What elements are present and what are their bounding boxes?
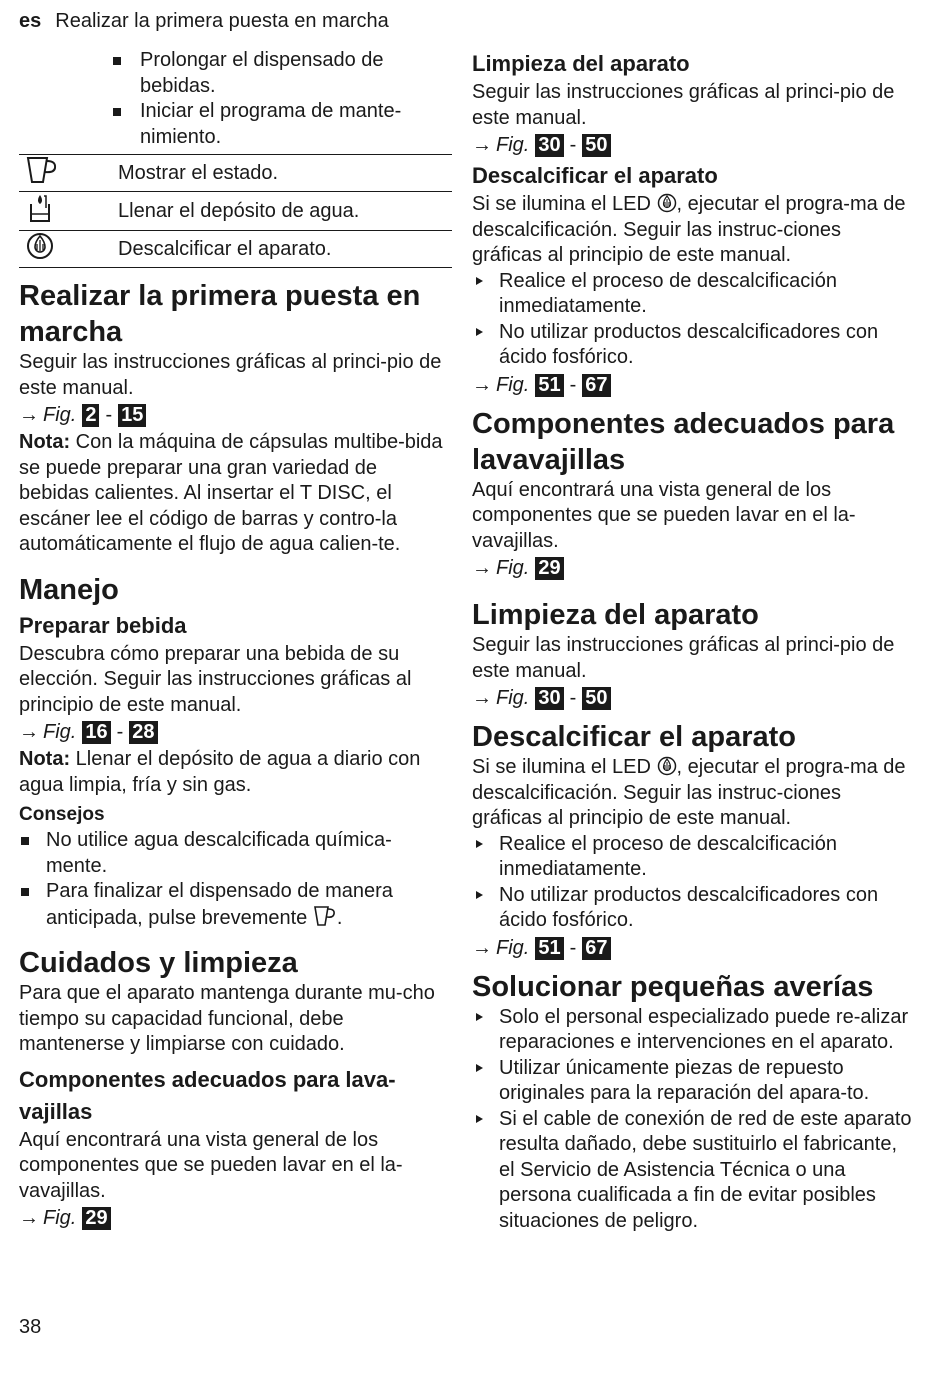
figure-reference [19,1204,452,1233]
list-item: Realice el proceso de descalcificación inmediatamente. [472,832,912,883]
symbol-table [19,154,452,268]
section-title: Descalcificar el aparato [472,721,797,753]
header-title: Realizar la primera puesta en marcha [55,10,389,32]
figure-reference [472,131,912,160]
paragraph: Aquí encontrará una vista general de los componentes que se pueden lavar en el la-vavajillas. [19,1128,403,1202]
figure-reference [19,718,452,747]
fig-label: Fig. [496,557,530,579]
note-label: Nota: [19,431,71,453]
left-column [19,48,452,1233]
arrow-icon: → [472,557,492,579]
instruction-list [472,269,912,371]
arrow-icon: → [472,687,492,709]
text-part: Si se ilumina el LED [472,756,651,778]
tips-title: Consejos [19,804,105,825]
note-text: Llenar el depósito de agua a diario con agua limpia, fría y sin gas. [19,748,421,796]
section-title: Manejo [19,573,119,606]
fig-number: 51 [535,937,563,960]
table-row [19,155,452,192]
list-item: No utilice agua descalcificada química-mente. [19,828,452,879]
table-row [19,192,452,231]
list-item: Prolongar el dispensado de bebidas. [113,48,452,99]
cup-icon [25,155,59,185]
list-item: Realice el proceso de descalcificación inmediatamente. [472,269,912,320]
fig-separator: - [569,373,577,396]
fig-number: 30 [535,687,563,710]
right-column [472,48,912,1234]
arrow-icon: → [19,721,39,743]
fig-label: Fig. [496,687,530,709]
figure-reference [472,684,912,713]
fig-number: 2 [82,404,99,427]
tips-list [19,828,452,931]
instruction-list [472,832,912,934]
fig-label: Fig. [496,936,530,959]
tip-end: . [336,906,343,929]
water-tank-icon [25,192,55,224]
text-part: Si se ilumina el LED [472,193,651,215]
table-row [19,231,452,268]
text-part: , ejecutar el progra-ma de descalcificación. Seguir las instruc-ciones gráficas al principio de este manual. [472,193,906,266]
figure-reference [19,401,452,430]
note-text: Con la máquina de cápsulas multibe-bida se puede preparar una gran variedad de bebidas calientes. Al insertar el T DISC, el escáner lee el código de barras y contro-la automáticamente el flujo de agua calien-te. [19,431,443,555]
descale-icon [25,231,55,261]
figure-reference [472,554,912,583]
fig-number: 30 [535,134,563,157]
subsection-title: Componentes adecuados para lava-vajillas [19,1066,396,1124]
arrow-icon: → [472,134,492,156]
text-part: , ejecutar el progra-ma de descalcificación. Seguir las instruc-ciones gráficas al principio de este manual. [472,756,906,829]
note-label: Nota: [19,748,71,770]
subsection-title: Descalcificar el aparato [472,163,718,188]
fig-separator: - [116,721,124,743]
paragraph: Seguir las instrucciones gráficas al princi-pio de este manual. [19,351,442,399]
fig-number: 29 [535,557,563,580]
fig-label: Fig. [43,721,77,743]
top-bullet-list [113,48,452,150]
fig-label: Fig. [496,134,530,156]
list-item: Si el cable de conexión de red de este aparato resulta dañado, debe sustituirlo el fabricante, el Servicio de Asistencia Técnica o una persona cualificada a fin de evitar posibles situaciones de peligro. [472,1107,912,1235]
section-title: Solucionar pequeñas averías [472,970,874,1003]
fig-number: 28 [129,721,157,744]
list-item: Iniciar el programa de mante-nimiento. [113,99,452,150]
list-item: No utilizar productos descalcificadores con ácido fosfórico. [472,883,912,934]
figure-reference [472,934,912,963]
arrow-icon: → [472,936,492,959]
fig-number: 67 [582,937,610,960]
arrow-icon: → [19,404,39,426]
tip-text: Para finalizar el dispensado de manera anticipada, pulse brevemente [46,880,393,929]
fig-number: 50 [582,134,610,157]
symbol-cell [19,192,118,231]
symbol-description: Llenar el depósito de agua. [118,192,452,231]
paragraph [472,755,912,832]
fig-separator: - [569,936,577,959]
subsection-title: Limpieza del aparato [472,51,690,76]
language-code: es [19,10,42,32]
section-title: Cuidados y limpieza [19,947,298,979]
arrow-icon: → [472,373,492,396]
fig-label: Fig. [43,1207,77,1229]
note-paragraph [19,430,452,558]
arrow-icon: → [19,1207,39,1229]
fig-number: 51 [535,374,563,397]
section-title: Componentes adecuados para lavavajillas [472,407,895,476]
paragraph: Seguir las instrucciones gráficas al princi-pio de este manual. [472,634,895,682]
figure-reference [472,371,912,400]
fig-number: 67 [582,374,610,397]
section-title: Realizar la primera puesta en marcha [19,280,421,348]
note-paragraph [19,747,452,798]
section-title: Limpieza del aparato [472,599,759,631]
fig-separator: - [569,134,577,156]
fig-label: Fig. [496,373,530,396]
paragraph: Aquí encontrará una vista general de los componentes que se pueden lavar en el la-vavajillas. [472,478,856,552]
list-item: Solo el personal especializado puede re-alizar reparaciones e intervenciones en el aparato. [472,1005,912,1056]
fig-label: Fig. [43,404,77,426]
paragraph: Descubra cómo preparar una bebida de su elección. Seguir las instrucciones gráficas al principio de este manual. [19,642,412,716]
paragraph: Seguir las instrucciones gráficas al princi-pio de este manual. [472,81,895,129]
cup-icon [313,905,337,927]
fig-number: 15 [118,404,146,427]
paragraph: Para que el aparato mantenga durante mu-cho tiempo su capacidad funcional, debe mantenerse y limpiarse con cuidado. [19,982,435,1055]
fig-number: 50 [582,687,610,710]
symbol-cell [19,231,118,268]
paragraph [472,192,912,269]
fig-separator: - [569,687,577,709]
page-header [19,8,389,34]
fig-number: 16 [82,721,110,744]
symbol-description: Mostrar el estado. [118,155,452,192]
list-item [19,879,452,931]
descale-icon [657,193,677,213]
subsection-title: Preparar bebida [19,612,187,638]
page-number: 38 [19,1316,42,1338]
symbol-cell [19,155,118,192]
symbol-description: Descalcificar el aparato. [118,231,452,268]
fig-number: 29 [82,1207,110,1230]
descale-icon [657,756,677,776]
instruction-list [472,1005,912,1235]
list-item: No utilizar productos descalcificadores con ácido fosfórico. [472,320,912,371]
list-item: Utilizar únicamente piezas de repuesto originales para la reparación del apara-to. [472,1056,912,1107]
fig-separator: - [105,404,113,426]
